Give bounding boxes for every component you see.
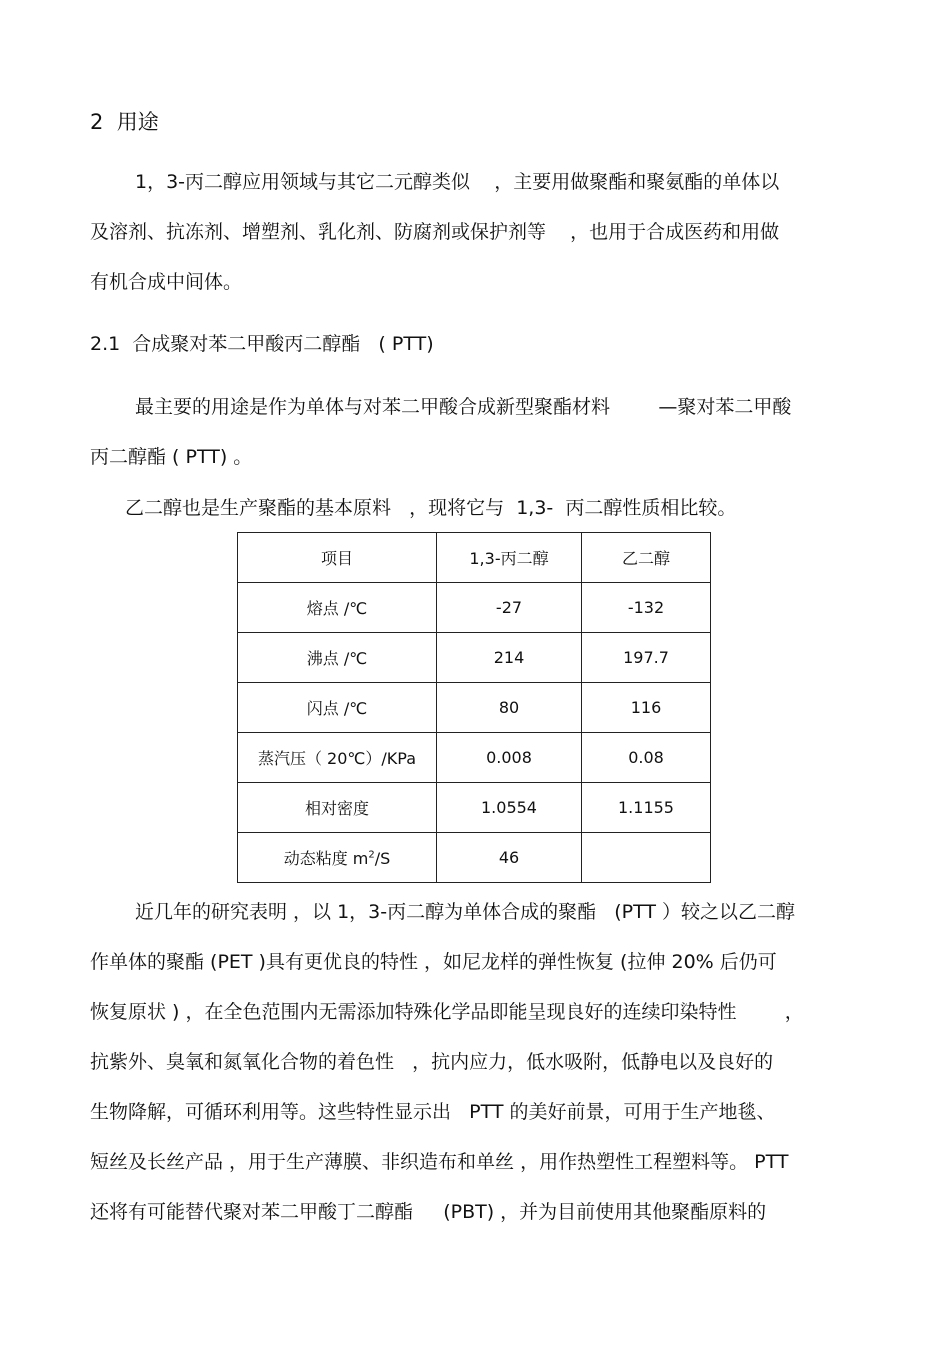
table-header-cell: 乙二醇 [582,533,711,583]
table-cell: 熔点 /℃ [238,583,437,633]
table-row [238,633,711,683]
table-cell: -27 [437,583,582,633]
paragraph-line: 生物降解，可循环利用等。这些特性显示出 PTT 的美好前景，可用于生产地毯、 [90,1101,776,1123]
paragraph-line: 抗紫外、臭氧和氮氧化合物的着色性 ，抗内应力，低水吸附，低静电以及良好的 [90,1051,774,1073]
paragraph-line: 作单体的聚酯 (PET )具有更优良的特性 ，如尼龙样的弹性恢复 (拉伸 20% 后仍可 [90,951,777,973]
table-cell: 沸点 /℃ [238,633,437,683]
table-row [238,683,711,733]
table-cell: 116 [582,683,711,733]
paragraph-line: 最主要的用途是作为单体与对苯二甲酸合成新型聚酯材料 —聚对苯二甲酸 [135,396,792,418]
table-header-cell: 1,3-丙二醇 [437,533,582,583]
table-cell: 197.7 [582,633,711,683]
table-cell [582,833,711,883]
table-cell: 214 [437,633,582,683]
table-cell: -132 [582,583,711,633]
viscosity-label: 动态粘度 m [283,849,369,868]
table-cell: 0.08 [582,733,711,783]
table-header-row [238,533,711,583]
unit-suffix: /S [374,849,391,868]
table-cell: 0.008 [437,733,582,783]
paragraph-line: 1，3-丙二醇应用领域与其它二元醇类似 ，主要用做聚酯和聚氨酯的单体以 [135,171,780,193]
table-cell: 相对密度 [238,783,437,833]
paragraph-line: 恢复原状 ) ，在全色范围内无需添加特殊化学品即能呈现良好的连续印染特性 ， [90,1001,804,1023]
paragraph-line: 丙二醇酯 ( PTT) 。 [90,446,253,468]
properties-table [237,532,711,883]
table-cell: 蒸汽压（ 20℃）/KPa [238,733,437,783]
table-cell: 1.0554 [437,783,582,833]
table-row [238,583,711,633]
table-row [238,783,711,833]
table-cell: 46 [437,833,582,883]
section-heading: 2 用途 [90,110,159,134]
paragraph-line: 乙二醇也是生产聚酯的基本原料 ，现将它与 1,3- 丙二醇性质相比较。 [125,497,737,519]
table-header-cell: 项目 [238,533,437,583]
paragraph-line: 短丝及长丝产品 ，用于生产薄膜、非织造布和单丝 ，用作热塑性工程塑料等。 PTT [90,1151,789,1173]
table-cell: 1.1155 [582,783,711,833]
table-cell [238,833,437,883]
paragraph-line: 近几年的研究表明 ，以 1，3-丙二醇为单体合成的聚酯 (PTT ）较之以乙二醇 [135,901,796,923]
table-cell: 80 [437,683,582,733]
table-row [238,833,711,883]
unit-superscript: 2 [368,849,375,861]
table-row [238,733,711,783]
paragraph-line: 及溶剂、抗冻剂、增塑剂、乳化剂、防腐剂或保护剂等 ，也用于合成医药和用做 [90,221,780,243]
paragraph-line: 有机合成中间体。 [90,271,243,293]
paragraph-line: 还将有可能替代聚对苯二甲酸丁二醇酯 (PBT) ，并为目前使用其他聚酯原料的 [90,1201,767,1223]
subheading: 2.1 合成聚对苯二甲酸丙二醇酯 ( PTT) [90,333,434,355]
table-cell: 闪点 /℃ [238,683,437,733]
